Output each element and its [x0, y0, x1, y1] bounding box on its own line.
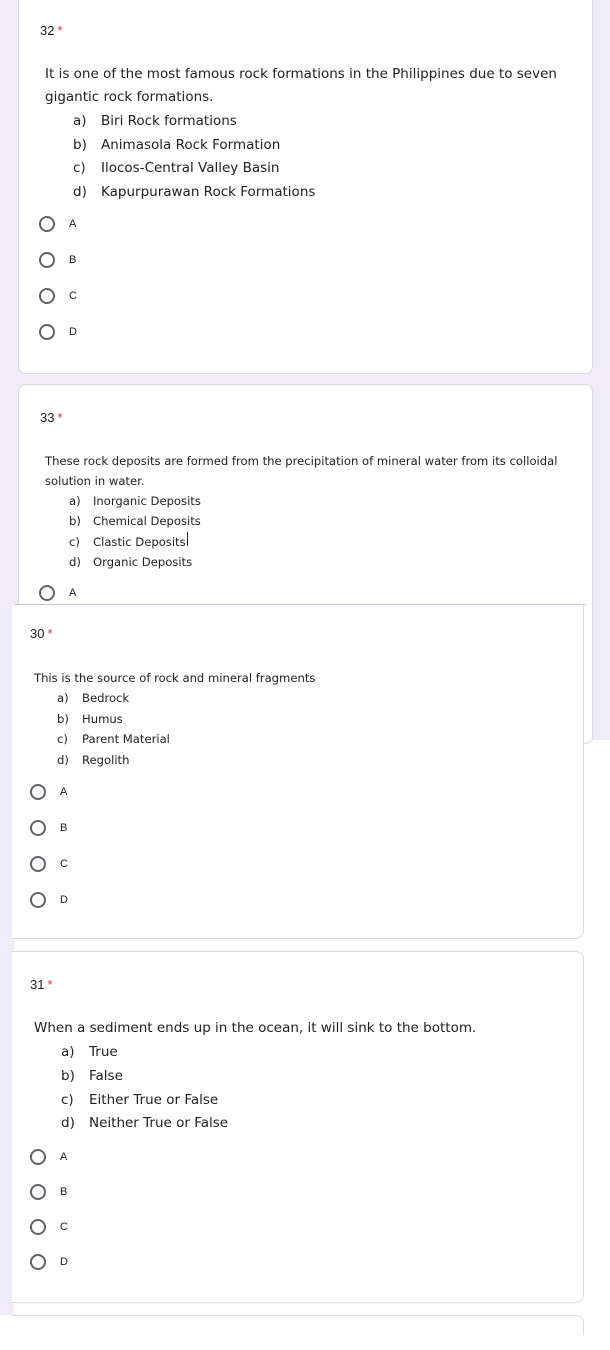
option-list: [57, 688, 170, 770]
question-text-line: gigantic rock formations.: [45, 89, 214, 105]
question-text: [45, 63, 557, 109]
question-number-text: 31: [30, 977, 45, 992]
option-text: Inorganic Deposits: [93, 494, 201, 508]
question-number-text: 32: [40, 23, 55, 38]
question-number: [30, 977, 53, 992]
option-letter: d): [69, 554, 81, 569]
radio-label: B: [60, 1186, 68, 1198]
question-number: [40, 410, 63, 425]
radio-label: D: [60, 894, 68, 906]
radio-button[interactable]: [39, 585, 55, 601]
option-letter: a): [57, 691, 69, 705]
option-item: [69, 491, 201, 511]
radio-button[interactable]: [39, 324, 55, 340]
option-item: [61, 1041, 228, 1065]
question-text-line: When a sediment ends up in the ocean, it will sink to the bottom.: [34, 1020, 477, 1036]
question-number: [40, 23, 63, 38]
option-letter: b): [69, 514, 81, 529]
option-item: [69, 552, 201, 572]
question-card-31: [12, 951, 584, 1303]
option-text: Kapurpurawan Rock Formations: [101, 184, 316, 201]
required-marker: *: [47, 977, 53, 992]
radio-button[interactable]: [30, 784, 46, 800]
radio-choice-d[interactable]: [39, 322, 77, 342]
radio-button[interactable]: [30, 1184, 46, 1200]
option-text: Humus: [82, 711, 123, 726]
question-text: [45, 451, 557, 491]
radio-choice-d[interactable]: [30, 1252, 68, 1272]
option-text: Regolith: [82, 752, 130, 767]
radio-label: D: [69, 326, 77, 338]
option-item: [73, 110, 315, 134]
radio-choice-a[interactable]: [30, 782, 67, 802]
text-cursor: [187, 532, 188, 546]
question-card-30: [12, 605, 584, 939]
question-text-line: It is one of the most famous rock formations in the Philippines due to seven: [45, 66, 557, 82]
radio-label: B: [60, 822, 68, 834]
option-text: Bedrock: [82, 691, 130, 705]
option-item: [57, 688, 170, 709]
option-letter: a): [61, 1044, 75, 1060]
option-letter: a): [73, 113, 87, 129]
option-list: [73, 110, 315, 205]
required-marker: *: [47, 626, 53, 641]
radio-button[interactable]: [30, 856, 46, 872]
radio-button[interactable]: [30, 1254, 46, 1270]
option-list: [69, 491, 201, 572]
radio-button[interactable]: [30, 892, 46, 908]
radio-choice-c[interactable]: [30, 854, 68, 874]
option-letter: c): [73, 160, 86, 177]
radio-button[interactable]: [39, 252, 55, 268]
question-text-line: solution in water.: [45, 474, 145, 488]
radio-choice-c[interactable]: [30, 1217, 68, 1237]
option-text: Neither True or False: [89, 1115, 229, 1132]
radio-label: D: [60, 1256, 68, 1268]
option-letter: b): [73, 136, 87, 153]
option-letter: b): [61, 1067, 75, 1084]
option-text: Organic Deposits: [93, 554, 193, 569]
option-text: False: [89, 1067, 123, 1084]
option-text: Either True or False: [89, 1091, 219, 1108]
question-text-line: This is the source of rock and mineral fragments: [34, 671, 316, 685]
option-item: [69, 532, 201, 552]
question-text: [34, 1017, 476, 1040]
radio-choice-b[interactable]: [30, 818, 67, 838]
option-letter: b): [57, 711, 69, 726]
option-item: [61, 1112, 228, 1136]
option-item: [73, 134, 315, 158]
radio-choice-c[interactable]: [39, 286, 77, 306]
radio-choice-d[interactable]: [30, 890, 68, 910]
option-letter: d): [57, 752, 69, 767]
option-text: Clastic Deposits: [93, 534, 186, 549]
option-letter: c): [61, 1091, 74, 1108]
question-number: [30, 626, 53, 641]
option-item: [69, 511, 201, 531]
option-text: Ilocos-Central Valley Basin: [101, 160, 280, 177]
option-item: [61, 1089, 228, 1113]
required-marker: *: [57, 23, 63, 38]
next-question-card-edge: [12, 1315, 584, 1335]
option-item: [57, 729, 170, 750]
option-list: [61, 1041, 228, 1136]
question-number-text: 33: [40, 410, 55, 425]
radio-button[interactable]: [39, 288, 55, 304]
option-item: [57, 750, 170, 771]
required-marker: *: [57, 410, 63, 425]
option-item: [57, 709, 170, 730]
radio-button[interactable]: [30, 1149, 46, 1165]
option-item: [73, 181, 315, 205]
radio-label: A: [69, 218, 77, 230]
radio-button[interactable]: [39, 216, 55, 232]
radio-choice-a[interactable]: [30, 1147, 67, 1167]
question-text-line: These rock deposits are formed from the precipitation of mineral water from its colloidal: [45, 454, 558, 468]
option-letter: d): [73, 184, 87, 201]
radio-label: C: [60, 1221, 68, 1233]
option-item: [61, 1065, 228, 1089]
radio-button[interactable]: [30, 820, 46, 836]
option-text: Biri Rock formations: [101, 113, 237, 129]
option-text: Animasola Rock Formation: [101, 136, 281, 153]
radio-choice-b[interactable]: [39, 250, 76, 270]
radio-label: C: [69, 290, 77, 302]
option-letter: d): [61, 1115, 75, 1132]
radio-label: B: [69, 254, 77, 266]
question-card-32: [18, 0, 593, 374]
option-text: Parent Material: [82, 732, 170, 746]
radio-label: A: [60, 786, 68, 798]
question-number-text: 30: [30, 626, 45, 641]
option-letter: c): [57, 732, 68, 746]
option-letter: a): [69, 494, 81, 508]
radio-label: C: [60, 858, 68, 870]
radio-label: A: [60, 1151, 68, 1163]
question-text: [34, 668, 315, 688]
radio-choice-b[interactable]: [30, 1182, 67, 1202]
radio-label: A: [69, 587, 77, 599]
option-letter: c): [69, 534, 80, 549]
radio-button[interactable]: [30, 1219, 46, 1235]
option-text: Chemical Deposits: [93, 514, 201, 529]
radio-choice-a[interactable]: [39, 583, 76, 603]
option-text: True: [89, 1044, 118, 1060]
radio-choice-a[interactable]: [39, 214, 76, 234]
option-item: [73, 157, 315, 181]
